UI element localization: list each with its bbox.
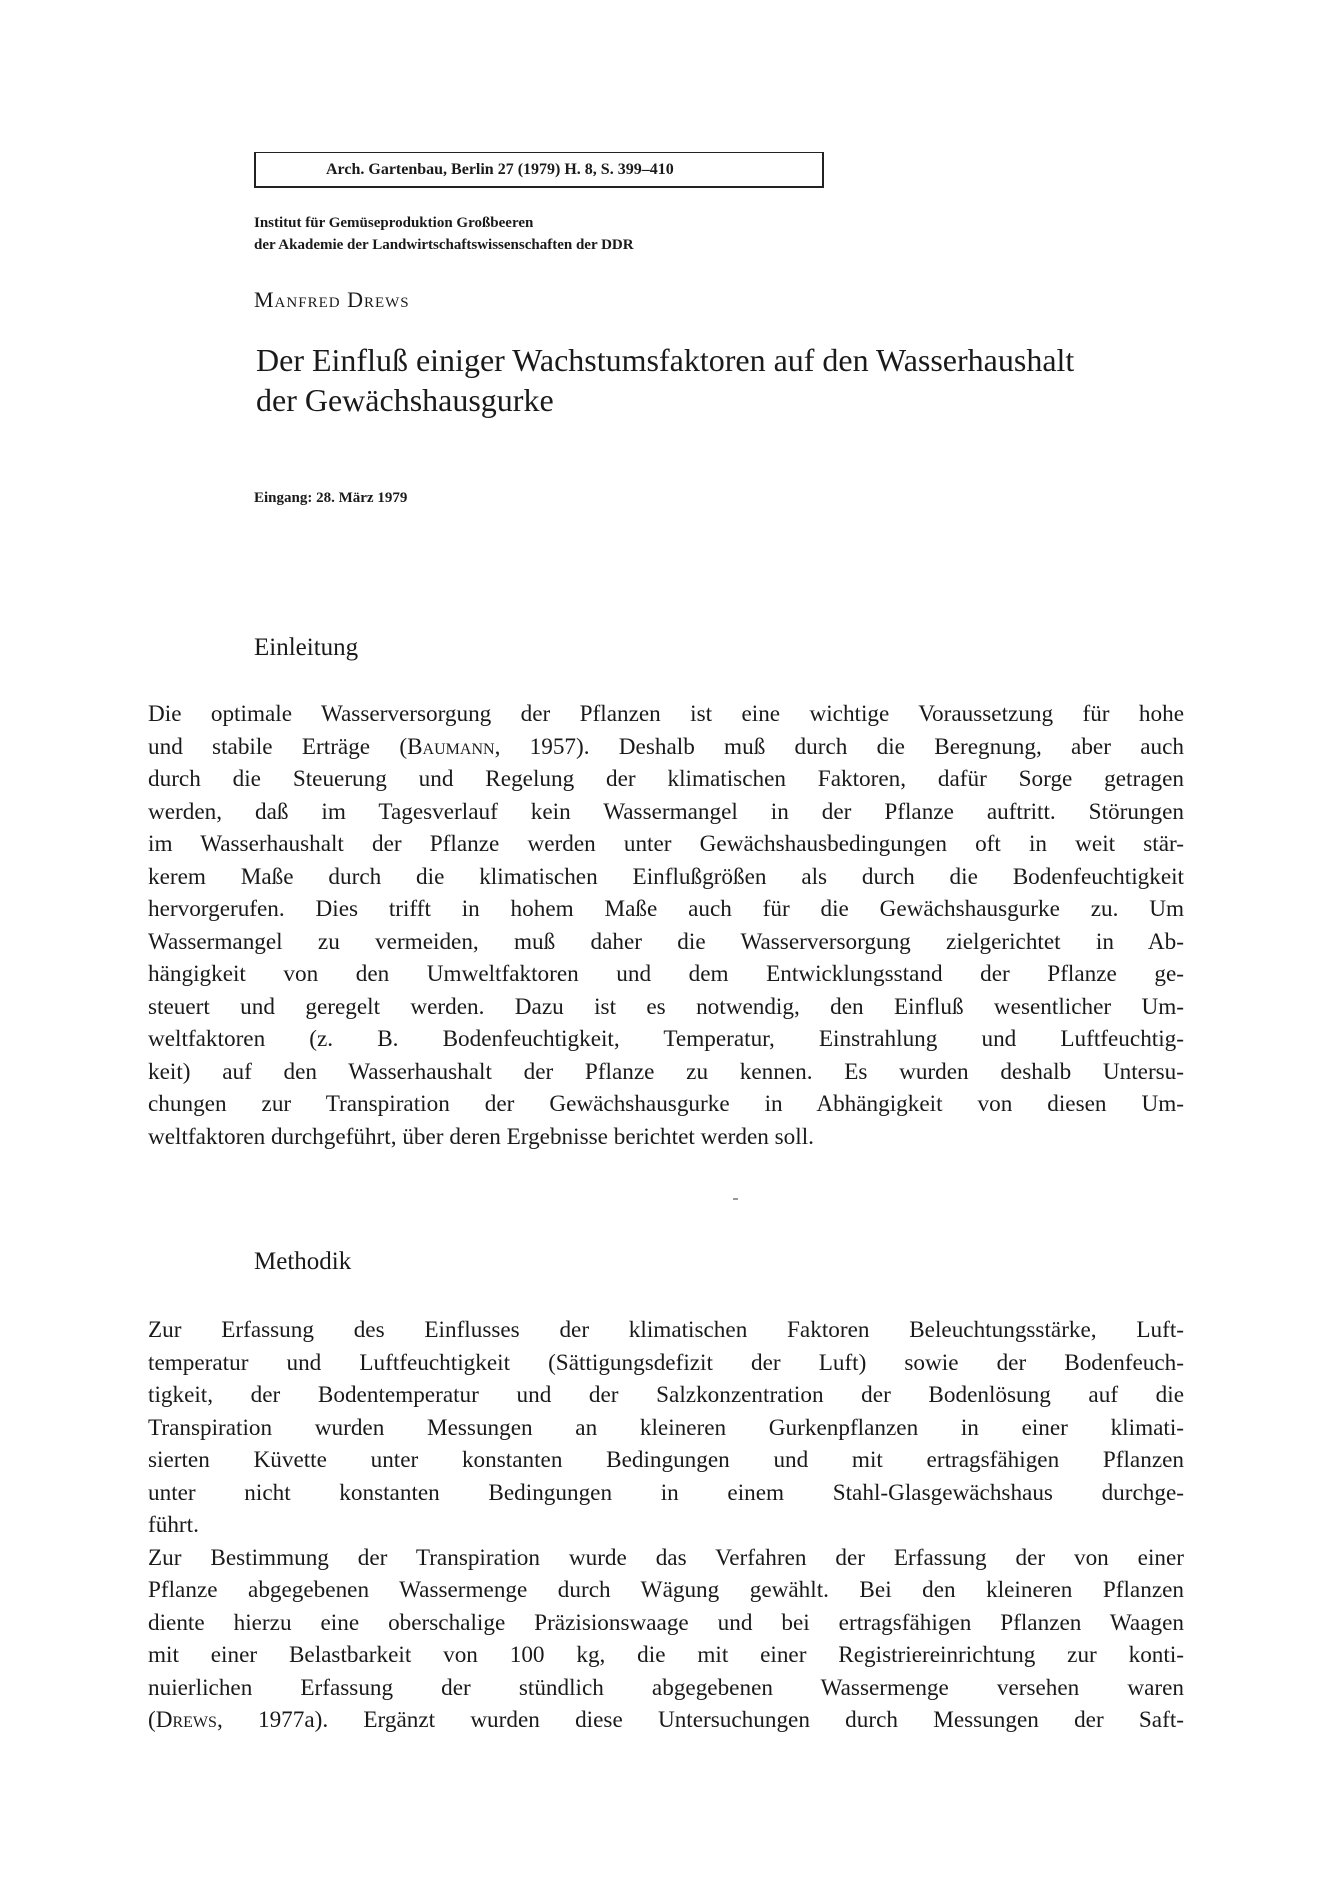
title-line-2: der Gewächshausgurke <box>256 382 554 418</box>
text-line: werden, daß im Tagesverlauf kein Wassermangel in der Pflanze auftritt. Störungen <box>148 798 1184 825</box>
text-line: temperatur und Luftfeuchtigkeit (Sättigungsdefizit der Luft) sowie der Bodenfeuch- <box>148 1349 1184 1376</box>
text-line: hängigkeit von den Umweltfaktoren und dem Entwicklungsstand der Pflanze ge- <box>148 961 1184 987</box>
text-line: mit einer Belastbarkeit von 100 kg, die mit einer Registriereinrichtung zur konti- <box>148 1642 1184 1668</box>
text-line: diente hierzu eine oberschalige Präzisionswaage und bei ertragsfähigen Pflanzen Waagen <box>148 1609 1184 1636</box>
text-line: führt. <box>148 1512 199 1538</box>
institute-block <box>254 212 634 256</box>
text-line: sierten Küvette unter konstanten Bedingungen und mit ertragsfähigen Pflanzen <box>148 1447 1184 1473</box>
title-line-1: Der Einfluß einiger Wachstumsfaktoren auf den Wasserhaushalt <box>256 342 1075 378</box>
text-line: Zur Erfassung des Einflusses der klimatischen Faktoren Beleuchtungsstärke, Luft- <box>148 1317 1184 1343</box>
received-date: Eingang: 28. März 1979 <box>254 490 408 506</box>
text-line: und stabile Erträge (Baumann, 1957). Deshalb muß durch die Beregnung, aber auch <box>148 733 1184 760</box>
text-line: steuert und geregelt werden. Dazu ist es notwendig, den Einfluß wesentlicher Um- <box>148 993 1184 1020</box>
text-line: weltfaktoren durchgeführt, über deren Ergebnisse berichtet werden soll. <box>148 1123 814 1150</box>
text-line: Zur Bestimmung der Transpiration wurde das Verfahren der Erfassung der von einer <box>148 1544 1184 1571</box>
cited-author: Drews <box>155 1707 217 1733</box>
cited-author: Baumann <box>407 733 495 760</box>
author-name: Manfred Drews <box>254 287 410 312</box>
institute-line-2: der Akademie der Landwirtschaftswissenschaften der DDR <box>254 237 634 253</box>
section-heading-einleitung: Einleitung <box>254 634 359 661</box>
paper-title <box>256 340 1216 420</box>
text-line: unter nicht konstanten Bedingungen in einem Stahl-Glasgewächshaus durchge- <box>148 1479 1184 1506</box>
text-line: tigkeit, der Bodentemperatur und der Salzkonzentration der Bodenlösung auf die <box>148 1382 1184 1408</box>
text-line: kerem Maße durch die klimatischen Einflußgrößen als durch die Bodenfeuchtigkeit <box>148 863 1184 890</box>
text-line: Die optimale Wasserversorgung der Pflanzen ist eine wichtige Voraussetzung für hohe <box>148 701 1184 727</box>
text-line: chungen zur Transpiration der Gewächshausgurke in Abhängigkeit von diesen Um- <box>148 1091 1184 1117</box>
text-line: Pflanze abgegebenen Wassermenge durch Wägung gewählt. Bei den kleineren Pflanzen <box>148 1577 1184 1603</box>
institute-line-1: Institut für Gemüseproduktion Großbeeren <box>254 215 534 231</box>
text-line: durch die Steuerung und Regelung der klimatischen Faktoren, dafür Sorge getragen <box>148 766 1184 792</box>
text-line: (Drews, 1977a). Ergänzt wurden diese Untersuchungen durch Messungen der Saft- <box>148 1707 1184 1733</box>
section-heading-methodik: Methodik <box>254 1248 352 1275</box>
text-line: im Wasserhaushalt der Pflanze werden unter Gewächshausbedingungen oft in weit stär- <box>148 831 1184 857</box>
stray-mark <box>733 1198 738 1200</box>
journal-citation: Arch. Gartenbau, Berlin 27 (1979) H. 8, S. 399–410 <box>326 161 674 178</box>
text-line: weltfaktoren (z. B. Bodenfeuchtigkeit, Temperatur, Einstrahlung und Luftfeuchtig- <box>148 1026 1184 1052</box>
text-line: Transpiration wurden Messungen an kleineren Gurkenpflanzen in einer klimati- <box>148 1414 1184 1441</box>
paragraph-methodik <box>148 1314 1184 1737</box>
text-line: hervorgerufen. Dies trifft in hohem Maße auch für die Gewächshausgurke zu. Um <box>148 896 1184 922</box>
journal-citation-box <box>254 152 824 188</box>
text-line: Wassermangel zu vermeiden, muß daher die Wasserversorgung zielgerichtet in Ab- <box>148 928 1184 955</box>
text-line: keit) auf den Wasserhaushalt der Pflanze zu kennen. Es wurden deshalb Untersu- <box>148 1058 1184 1085</box>
text-line: nuierlichen Erfassung der stündlich abgegebenen Wassermenge versehen waren <box>148 1674 1184 1701</box>
paragraph-einleitung <box>148 698 1184 1153</box>
